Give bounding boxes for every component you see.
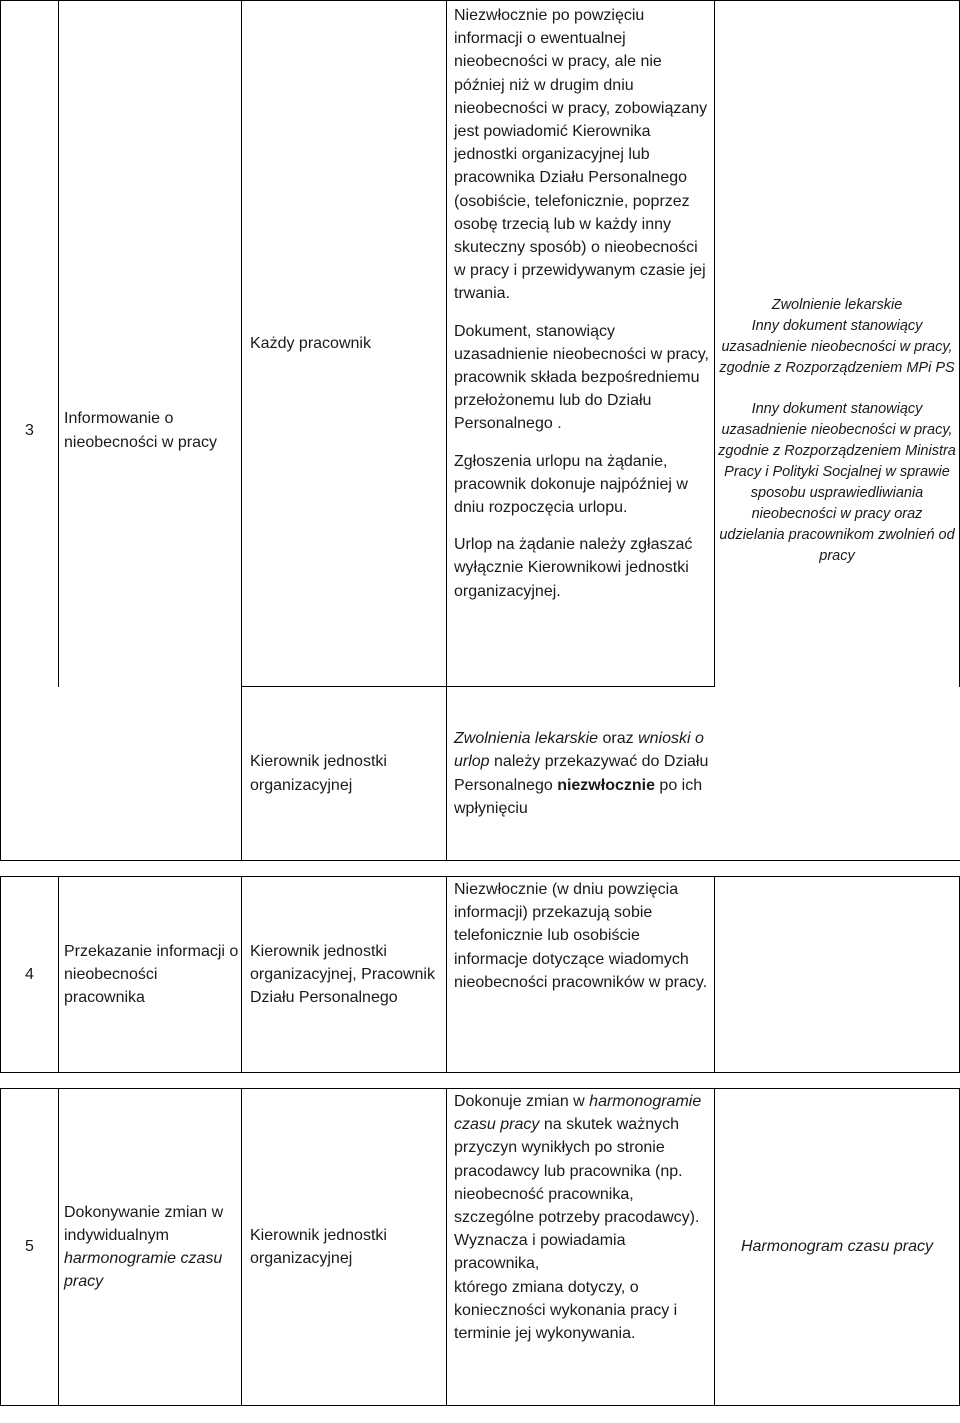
sub-responsible-text: Kierownik jednostki organizacyjnej <box>250 753 387 794</box>
description-paragraph: Dokonuje zmian w harmonogramie czasu pracy na skutek ważnych przyczyn wynikłych po stronie pracodawcy lub pracownika (np. nieobecność pracownika, szczególne potrzeby pracodawcy). <box>454 1093 702 1227</box>
responsible-text: Każdy pracownik <box>250 334 371 352</box>
sub-description-italic: wnioski o urlop <box>454 730 704 771</box>
task-text: Przekazanie informacji o nieobecności pracownika <box>64 942 239 1007</box>
description-cell <box>454 878 710 1068</box>
description-paragraph: Wyznacza i powiadamia pracownika, <box>454 1232 626 1273</box>
row-number <box>1 1 58 860</box>
table-rule <box>714 876 715 1073</box>
table-rule <box>446 876 447 1073</box>
sub-description-text: Zwolnienia lekarskie oraz wnioski o urlop należy przekazywać do Działu Personalnego niezwłocznie po ich wpłynięciu <box>454 730 709 817</box>
task-italic: harmonogramie czasu pracy <box>64 1250 223 1291</box>
task-cell <box>64 877 240 1072</box>
table-rule <box>446 1088 447 1406</box>
responsible-text: Kierownik jednostki organizacyjnej, Pracownik Działu Personalnego <box>250 942 435 1007</box>
table-rule <box>714 1088 715 1406</box>
description-cell <box>454 1090 710 1404</box>
table-rule <box>241 876 242 1073</box>
description-paragraph: Niezwłocznie (w dniu powzięcia informacji) przekazują sobie telefonicznie lub osobiście informacje dotyczące wiadomych nieobecności pracowników w pracy. <box>454 881 708 991</box>
documents-cell <box>718 1 956 861</box>
row-number-text: 3 <box>25 421 34 439</box>
task-cell <box>64 1 240 860</box>
description-italic: harmonogramie czasu pracy <box>454 1093 702 1134</box>
sub-description-bold: niezwłocznie <box>557 776 655 794</box>
table-rule <box>58 1088 59 1406</box>
task-cell <box>64 1089 240 1405</box>
description-cell <box>454 4 710 684</box>
table-rule <box>241 0 242 860</box>
table-rule <box>446 0 447 860</box>
description-paragraph: którego zmiana dotyczy, o konieczności wykonania pracy i terminie jej wykonywania. <box>454 1278 678 1343</box>
description-paragraph: Urlop na żądanie należy zgłaszać wyłącznie Kierownikowi jednostki organizacyjnej. <box>454 536 693 600</box>
sub-description-italic: Zwolnienia lekarskie <box>454 730 599 748</box>
documents-paragraph: Inny dokument stanowiący uzasadnienie nieobecności w pracy, zgodnie z Rozporządzeniem MPi PS <box>719 318 955 376</box>
description-paragraph: Zgłoszenia urlopu na żądanie, pracownik dokonuje najpóźniej w dniu rozpoczęcia urlopu. <box>454 452 688 517</box>
documents-paragraph: Inny dokument stanowiący uzasadnienie nieobecności w pracy, zgodnie z Rozporządzeniem Ministra Pracy i Polityki Socjalnej w sprawie sposobu usprawiedliwiania nieobecności w pracy oraz udzielania pracownikom zwolnień od pracy <box>718 401 956 564</box>
responsible-cell <box>250 877 444 1072</box>
table-rule <box>58 0 59 687</box>
description-paragraph: Dokument, stanowiący uzasadnienie nieobecności w pracy, pracownik składa bezpośredniemu przełożonemu lub do Działu Personalnego . <box>454 322 709 433</box>
description-paragraph: Niezwłocznie po powzięciu informacji o ewentualnej nieobecności w pracy, ale nie później niż w drugim dniu nieobecności w pracy, zobowiązany jest powiadomić Kierownika jednostki organizacyjnej lub pracownika Działu Personalnego (osobiście, telefonicznie, poprzez osobę trzecią lub w każdy inny skuteczny sposób) o nieobecności w pracy i przewidywanym czasie jej trwania. <box>454 7 708 303</box>
documents-cell <box>718 1089 956 1405</box>
documents-title: Zwolnienie lekarskie <box>771 297 903 313</box>
row-number-text: 4 <box>25 965 34 983</box>
task-text: Dokonywanie zmian w indywidualnym harmonogramie czasu pracy <box>64 1203 224 1291</box>
table-rule <box>58 876 59 1073</box>
table-rule <box>0 1405 960 1406</box>
row-number <box>1 1089 58 1405</box>
row-number-text: 5 <box>25 1238 34 1256</box>
responsible-cell <box>250 1 444 686</box>
table-rule <box>241 1088 242 1406</box>
responsible-text: Kierownik jednostki organizacyjnej <box>250 1226 387 1267</box>
table-rule <box>714 0 715 687</box>
sub-responsible-cell <box>250 687 444 860</box>
responsible-cell <box>250 1089 444 1405</box>
sub-description-cell <box>454 687 710 860</box>
task-text: Informowanie o nieobecności w pracy <box>64 410 217 451</box>
table-rule <box>0 1072 960 1073</box>
row-number <box>1 877 58 1072</box>
documents-title: Harmonogram czasu pracy <box>740 1238 934 1256</box>
